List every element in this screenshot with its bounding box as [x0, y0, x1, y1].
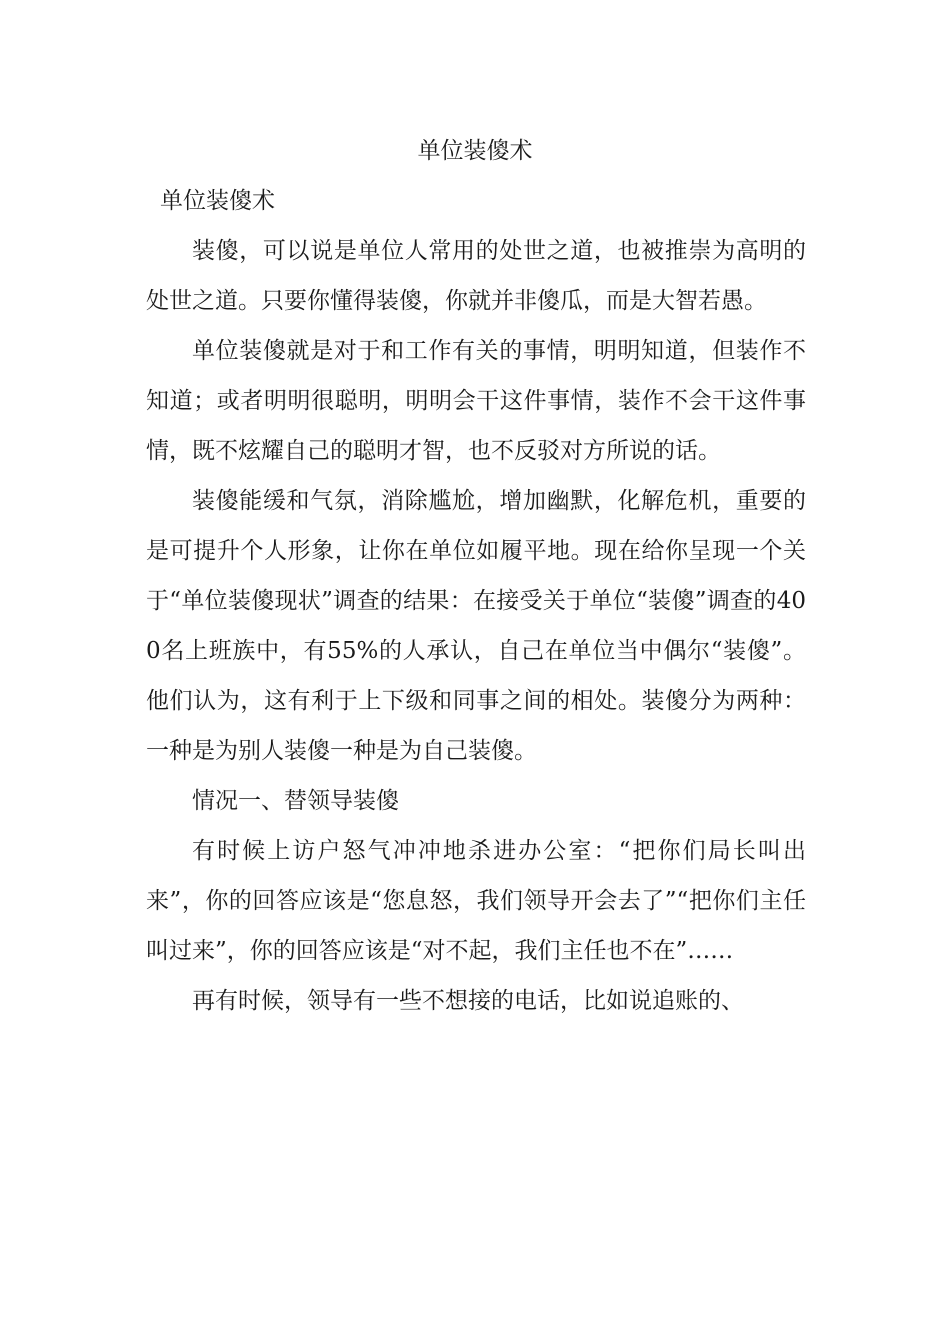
section-heading: 情况一、替领导装傻 — [192, 788, 399, 814]
paragraph: 单位装傻就是对于和工作有关的事情，明明知道，但装作不知道；或者明明很聪明，明明会干这件事情，装作不会干这件事情，既不炫耀自己的聪明才智，也不反驳对方所说的话。 — [146, 338, 806, 464]
paragraph: 有时候上访户怒气冲冲地杀进办公室：“把你们局长叫出来”，你的回答应该是“您息怒，我们领导开会去了”“把你们主任叫过来”，你的回答应该是“对不起，我们主任也不在”…… — [146, 838, 806, 964]
paragraph: 再有时候，领导有一些不想接的电话，比如说追账的、 — [192, 988, 744, 1014]
document-subtitle: 单位装傻术 — [160, 188, 275, 214]
document-title: 单位装傻术 — [417, 138, 533, 164]
document-body — [146, 226, 806, 1026]
paragraph: 装傻，可以说是单位人常用的处世之道，也被推崇为高明的处世之道。只要你懂得装傻，你就并非傻瓜，而是大智若愚。 — [146, 238, 806, 314]
paragraph: 装傻能缓和气氛，消除尴尬，增加幽默，化解危机，重要的是可提升个人形象，让你在单位如履平地。现在给你呈现一个关于“单位装傻现状”调查的结果：在接受关于单位“装傻”调查的400名上班族中，有55%的人承认，自己在单位当中偶尔“装傻”。他们认为，这有利于上下级和同事之间的相处。装傻分为两种：一种是为别人装傻一种是为自己装傻。 — [146, 488, 806, 764]
